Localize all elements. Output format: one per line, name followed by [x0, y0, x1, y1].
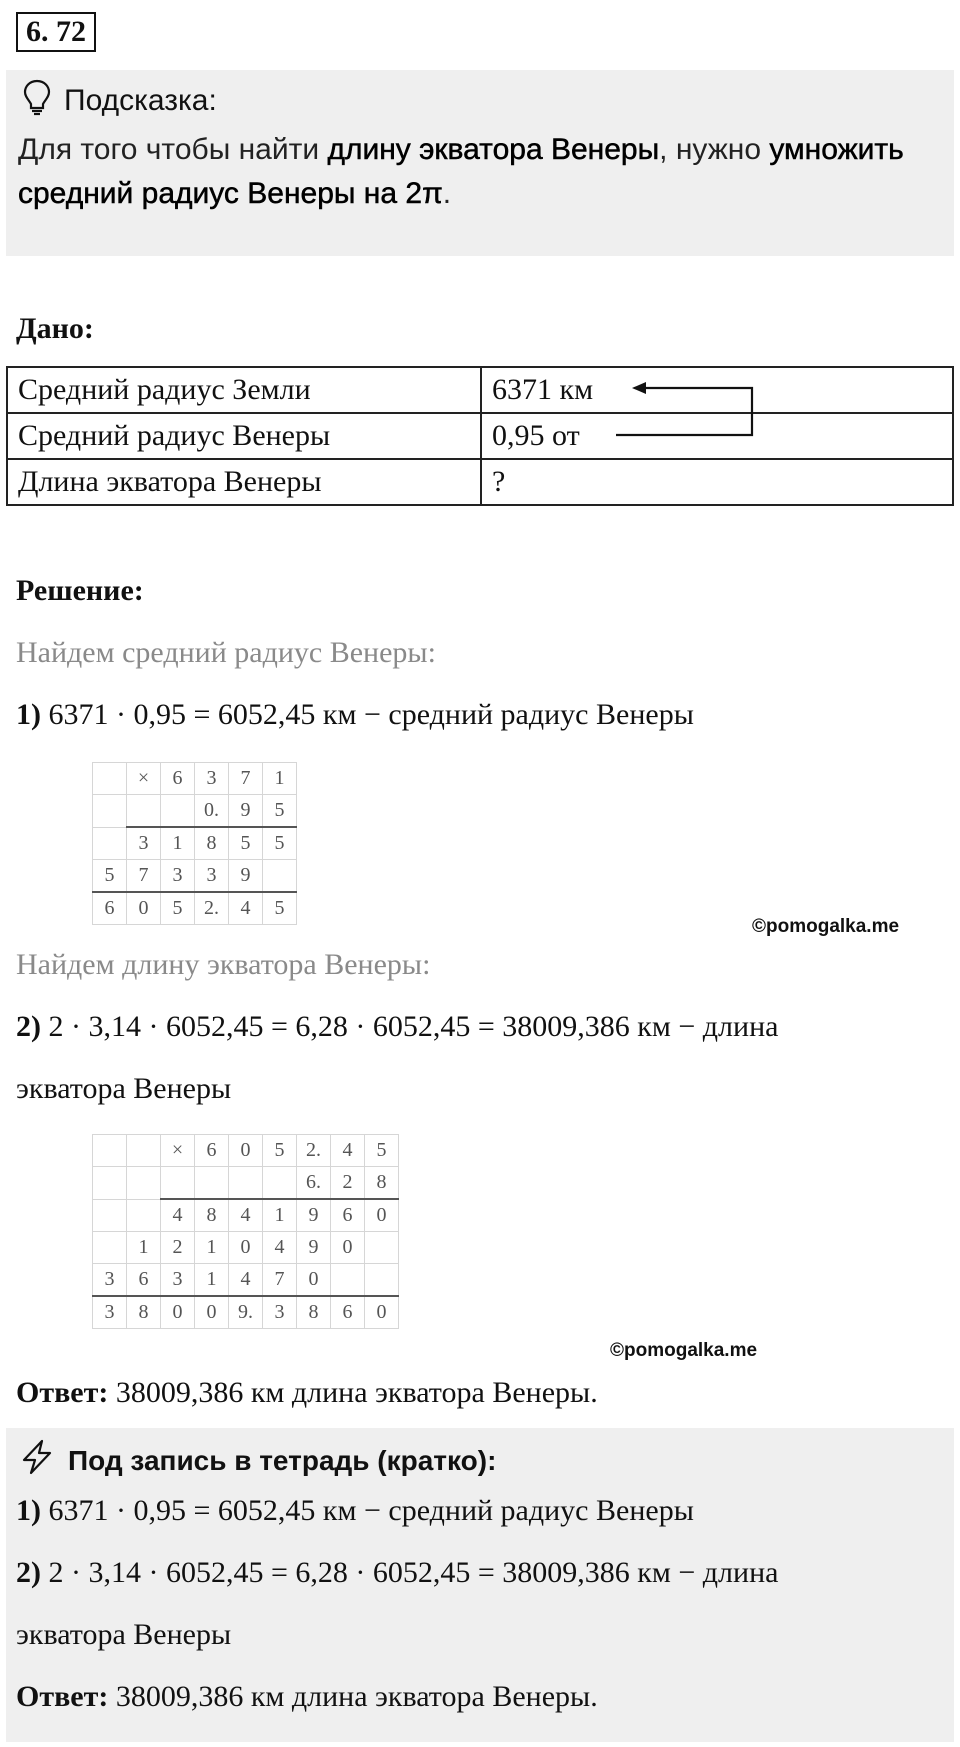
calc-digit — [127, 795, 161, 828]
calc-digit: 1 — [195, 1232, 229, 1264]
calc-digit: 6 — [127, 1264, 161, 1297]
calc-digit: 0 — [161, 1296, 195, 1329]
reference-arrow-icon — [610, 380, 760, 440]
calc-digit: 5 — [93, 860, 127, 893]
calc-digit: 5 — [161, 892, 195, 925]
calc-digit: 6. — [297, 1167, 331, 1200]
notes-answer: Ответ: 38009,386 км длина экватора Венеры. — [16, 1680, 598, 1713]
calc-digit: 6 — [331, 1199, 365, 1232]
calc-digit: 4 — [161, 1199, 195, 1232]
calc-digit: 6 — [195, 1135, 229, 1167]
calc-digit — [127, 1199, 161, 1232]
given-value: 0,95 от — [481, 413, 953, 459]
calc-digit: 2. — [297, 1135, 331, 1167]
calc-digit: 8 — [195, 827, 229, 860]
calc-digit — [161, 1167, 195, 1200]
calc-digit: 9. — [229, 1296, 263, 1329]
calc-digit: 1 — [263, 1199, 297, 1232]
calc-digit: 3 — [263, 1296, 297, 1329]
calc-digit: 2 — [331, 1167, 365, 1200]
calc-digit: 9 — [297, 1232, 331, 1264]
calc-digit: 4 — [229, 892, 263, 925]
hint-box — [6, 70, 954, 256]
step2-line: 2) 2 · 3,14 · 6052,45 = 6,28 · 6052,45 = 38009,386 км − длина — [16, 1010, 779, 1043]
notes-header — [18, 1438, 496, 1483]
calc-digit — [161, 795, 195, 828]
step2-line-cont: экватора Венеры — [16, 1072, 232, 1105]
calc-digit: 8 — [127, 1296, 161, 1329]
solution-title: Решение: — [16, 574, 144, 607]
calc-digit: 1 — [161, 827, 195, 860]
copyright-label: ©pomogalka.me — [752, 916, 900, 937]
calc-digit: 5 — [263, 1135, 297, 1167]
table-row — [7, 367, 953, 413]
step1-intro: Найдем средний радиус Венеры: — [16, 636, 436, 669]
calc-digit: 0. — [195, 795, 229, 828]
calc-digit — [331, 1264, 365, 1297]
calc-digit: 0 — [195, 1296, 229, 1329]
calc-digit: 1 — [127, 1232, 161, 1264]
calc-digit: 4 — [263, 1232, 297, 1264]
hint-text: Для того чтобы найти длину экватора Венеры, нужно умножить средний радиус Венеры на 2π. — [18, 133, 904, 210]
calc-digit: 0 — [127, 892, 161, 925]
notes-line2-cont: экватора Венеры — [16, 1618, 232, 1651]
calc-digit: 5 — [229, 827, 263, 860]
calc-digit: 8 — [195, 1199, 229, 1232]
given-label: Средний радиус Венеры — [7, 413, 481, 459]
calc-digit: 3 — [195, 763, 229, 795]
calc-digit: 5 — [263, 892, 297, 925]
given-label: Длина экватора Венеры — [7, 459, 481, 505]
calc-digit: 2 — [161, 1232, 195, 1264]
calc-digit: 8 — [297, 1296, 331, 1329]
calc-digit: 8 — [365, 1167, 399, 1200]
given-label: Средний радиус Земли — [7, 367, 481, 413]
calc-digit — [263, 860, 297, 893]
calc-digit — [93, 827, 127, 860]
notes-title: Под запись в тетрадь (кратко): — [68, 1444, 497, 1476]
given-value: 6371 км — [481, 367, 953, 413]
calc-digit — [229, 1167, 263, 1200]
given-value: ? — [481, 459, 953, 505]
calc-digit — [127, 1167, 161, 1200]
copyright-label: ©pomogalka.me — [610, 1340, 758, 1361]
calc-digit: 6 — [93, 892, 127, 925]
given-table — [6, 366, 954, 506]
problem-number: 6. 72 — [16, 12, 96, 52]
calc-digit: 0 — [297, 1264, 331, 1297]
given-title: Дано: — [16, 312, 94, 345]
calc-digit: 9 — [229, 860, 263, 893]
calc-digit — [127, 1135, 161, 1167]
calc-digit: 7 — [229, 763, 263, 795]
calc1-grid — [92, 762, 297, 925]
calc-digit: 0 — [229, 1232, 263, 1264]
calc-digit: 7 — [127, 860, 161, 893]
calc-digit: 6 — [331, 1296, 365, 1329]
calc-digit — [93, 795, 127, 828]
calc-digit: 6 — [161, 763, 195, 795]
calc-digit — [365, 1264, 399, 1297]
calc-digit — [93, 763, 127, 795]
calc-digit: 0 — [331, 1232, 365, 1264]
calc-digit: 3 — [127, 827, 161, 860]
notes-line1: 1) 6371 · 0,95 = 6052,45 км − средний радиус Венеры — [16, 1494, 694, 1527]
calc-digit: 5 — [263, 795, 297, 828]
calc-digit — [263, 1167, 297, 1200]
calc-digit: 3 — [93, 1296, 127, 1329]
calc-digit: 0 — [365, 1296, 399, 1329]
calc-digit — [93, 1232, 127, 1264]
calc-digit — [195, 1167, 229, 1200]
calc-digit — [93, 1167, 127, 1200]
calc-digit: 1 — [263, 763, 297, 795]
calc-digit: 4 — [229, 1199, 263, 1232]
calc-digit: 3 — [93, 1264, 127, 1297]
calc-digit: 2. — [195, 892, 229, 925]
calc-digit: 1 — [195, 1264, 229, 1297]
calc-digit: 5 — [365, 1135, 399, 1167]
calc-digit — [93, 1199, 127, 1232]
calc-digit: 4 — [331, 1135, 365, 1167]
calc-digit: 5 — [263, 827, 297, 860]
notes-box — [6, 1428, 954, 1742]
hint-header — [22, 78, 217, 124]
lightbulb-icon — [22, 78, 64, 124]
table-row — [7, 459, 953, 505]
notes-line2: 2) 2 · 3,14 · 6052,45 = 6,28 · 6052,45 = 38009,386 км − длина — [16, 1556, 779, 1589]
calc-digit: 3 — [161, 860, 195, 893]
step1-line: 1) 6371 · 0,95 = 6052,45 км − средний радиус Венеры — [16, 698, 694, 731]
answer-line: Ответ: 38009,386 км длина экватора Венеры. — [16, 1376, 598, 1409]
hint-title: Подсказка: — [64, 84, 217, 117]
calc-digit: 7 — [263, 1264, 297, 1297]
calc-digit: 0 — [229, 1135, 263, 1167]
calc-digit: × — [161, 1135, 195, 1167]
calc2-grid — [92, 1134, 399, 1329]
calc-digit: 0 — [365, 1199, 399, 1232]
calc-digit: 3 — [161, 1264, 195, 1297]
lightning-icon — [18, 1438, 68, 1483]
calc-digit — [93, 1135, 127, 1167]
calc-digit — [365, 1232, 399, 1264]
table-row — [7, 413, 953, 459]
calc-digit: 3 — [195, 860, 229, 893]
calc-digit: 9 — [297, 1199, 331, 1232]
calc-digit: 9 — [229, 795, 263, 828]
calc-digit: 4 — [229, 1264, 263, 1297]
step2-intro: Найдем длину экватора Венеры: — [16, 948, 431, 981]
calc-digit: × — [127, 763, 161, 795]
